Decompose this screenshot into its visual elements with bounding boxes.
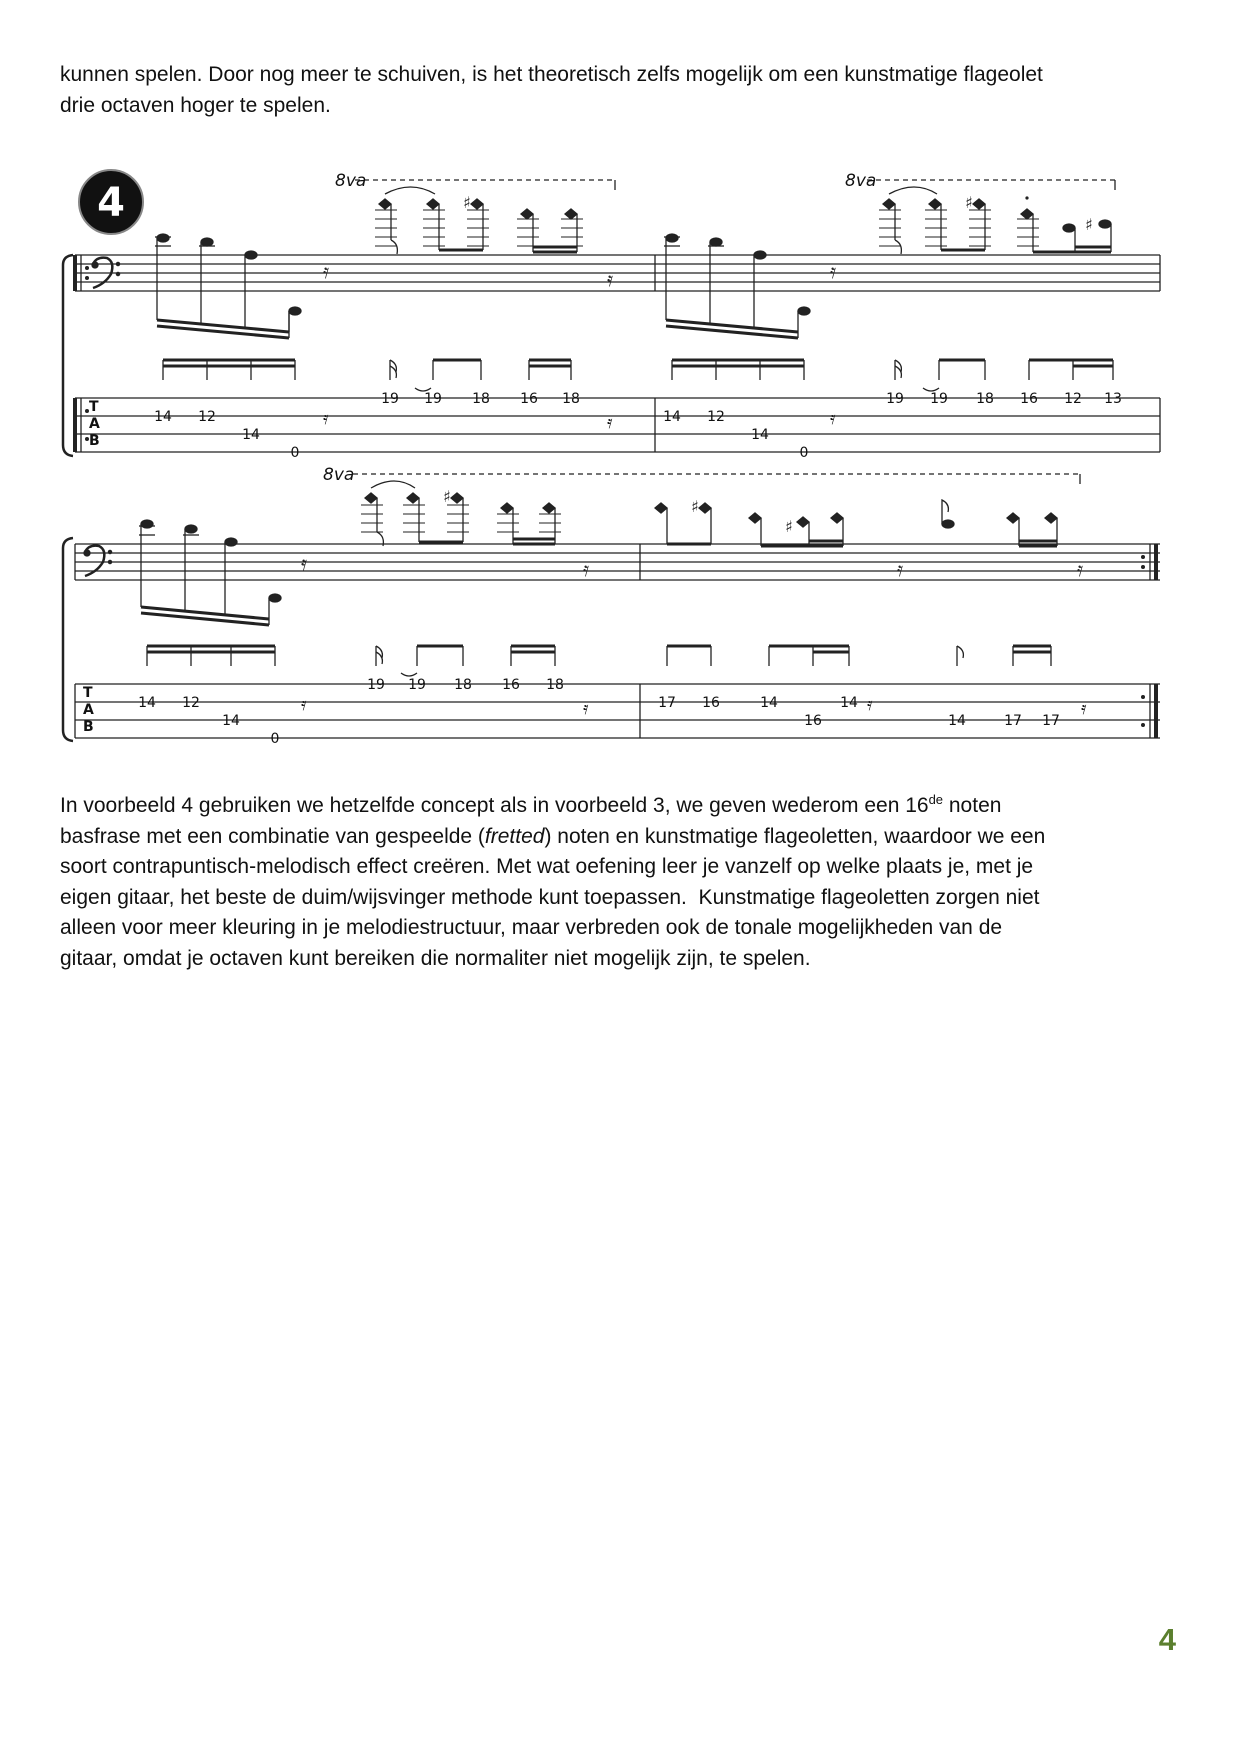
svg-text:𝄿: 𝄿 — [897, 557, 904, 581]
tab-number: 19 — [886, 391, 904, 407]
svg-text:𝄿: 𝄿 — [583, 557, 590, 581]
tab-rhythm-s1 — [163, 360, 1113, 380]
octave-mark: 8va — [845, 171, 877, 191]
body-line-2b: ) noten en kunstmatige flageoletten, waardoor we een — [544, 824, 1046, 848]
tab-rest: 𝄿 — [607, 412, 613, 433]
tab-number: 19 — [424, 391, 442, 407]
tab-number: 16 — [502, 677, 520, 693]
tab-number: 16 — [1020, 391, 1038, 407]
harmonics-s1-m1 — [379, 199, 577, 219]
svg-text:♯: ♯ — [785, 517, 793, 536]
tab-number: 16 — [702, 695, 720, 711]
tab-number: 18 — [976, 391, 994, 407]
tab-number: 14 — [138, 695, 156, 711]
svg-text:𝄿: 𝄿 — [323, 259, 330, 283]
tab-rest: 𝄿 — [830, 408, 836, 429]
system-bracket — [63, 255, 73, 456]
body-line-1b: noten — [943, 794, 1002, 817]
harmonics-s1-m2 — [883, 199, 1111, 232]
tab-number: 12 — [198, 409, 216, 425]
intro-line-2: drie octaven hoger te spelen. — [60, 93, 331, 117]
tab-number: 16 — [520, 391, 538, 407]
tab-number: 19 — [367, 677, 385, 693]
tab-rest: 𝄿 — [323, 408, 329, 429]
intro-line-1: kunnen spelen. Door nog meer te schuiven, is het theoretisch zelfs mogelijk om een kunstmatige flageolet — [60, 63, 1043, 86]
ordinal-superscript: de — [928, 792, 944, 807]
tab-number: 17 — [1004, 713, 1022, 729]
tab-numbers-s1-m2 — [663, 391, 1122, 461]
svg-text:♯: ♯ — [463, 193, 471, 212]
tab-numbers-s2-m2 — [658, 695, 1060, 729]
tab-number: 19 — [930, 391, 948, 407]
tab-number: 14 — [222, 713, 240, 729]
tab-number: 0 — [270, 731, 280, 747]
tab-number: 18 — [546, 677, 564, 693]
svg-text:𝄿: 𝄿 — [607, 267, 614, 291]
svg-text:♯: ♯ — [691, 497, 699, 516]
body-line-2a: basfrase met een combinatie van gespeelde ( — [60, 824, 485, 848]
body-line-5: alleen voor meer kleuring in je melodiestructuur, maar verbreden ook de tonale mogelijkheden van de — [60, 916, 1003, 939]
tab-letter-a: A — [89, 416, 100, 432]
tab-number: 17 — [1042, 713, 1060, 729]
tab-number: 16 — [804, 713, 822, 729]
tab-number: 0 — [799, 445, 809, 461]
tab-number: 14 — [751, 427, 769, 443]
bass-tab-example-4 — [55, 160, 1185, 750]
notes-s2-m1 — [141, 520, 281, 602]
example-badge-number: 4 — [97, 180, 125, 226]
tab-staff-2 — [75, 684, 1160, 738]
harmonics-s2-m1 — [365, 493, 555, 513]
fretted-term: fretted — [484, 824, 545, 848]
tab-number: 18 — [562, 391, 580, 407]
tab-number: 14 — [948, 713, 966, 729]
svg-text:𝄿: 𝄿 — [301, 551, 308, 575]
tab-letter-t: T — [89, 399, 99, 415]
tab-rhythm-s2 — [147, 646, 1051, 666]
tab-letter-t: T — [83, 685, 93, 701]
tab-rest: 𝄿 — [583, 698, 589, 719]
tab-number: 13 — [1104, 391, 1122, 407]
tab-number: 17 — [658, 695, 676, 711]
svg-text:𝄿: 𝄿 — [1077, 557, 1084, 581]
svg-text:𝄿: 𝄿 — [830, 259, 837, 283]
tab-number: 14 — [760, 695, 778, 711]
tab-number: 19 — [381, 391, 399, 407]
tab-rest: 𝄿 — [867, 694, 873, 715]
tab-rest: 𝄿 — [1081, 698, 1087, 719]
tab-number: 14 — [663, 409, 681, 425]
tab-number: 14 — [840, 695, 858, 711]
body-line-4: eigen gitaar, het beste de duim/wijsvinger methode kunt toepassen. Kunstmatige flageoletten zorgen niet — [60, 885, 1040, 909]
tab-number: 18 — [472, 391, 490, 407]
harmonics-s2-m2 — [655, 503, 1057, 528]
body-line-3: soort contrapuntisch-melodisch effect creëren. Met wat oefening leer je vanzelf op welke plaats je, met je — [60, 855, 1034, 878]
bass-staff-1 — [75, 255, 1160, 291]
body-line-1 — [60, 785, 1180, 822]
tab-number: 19 — [408, 677, 426, 693]
tab-number: 0 — [290, 445, 300, 461]
tab-number: 14 — [242, 427, 260, 443]
tab-number: 18 — [454, 677, 472, 693]
tab-letter-b: B — [89, 433, 100, 449]
tab-number: 12 — [707, 409, 725, 425]
tab-number: 12 — [1064, 391, 1082, 407]
body-line-6: gitaar, omdat je octaven kunt bereiken die normaliter niet mogelijk zijn, te spelen. — [60, 946, 811, 970]
svg-text:♯: ♯ — [1085, 215, 1093, 234]
notes-s1-m2 — [666, 234, 810, 315]
body-paragraph — [60, 785, 1180, 974]
system-bracket — [63, 538, 73, 741]
notes-s1-m1 — [157, 234, 301, 315]
tab-letter-a: A — [83, 702, 94, 718]
svg-text:♯: ♯ — [443, 487, 451, 506]
tab-numbers-s2-m1 — [138, 677, 564, 747]
tab-number: 14 — [154, 409, 172, 425]
tab-numbers-s1-m1 — [154, 391, 580, 461]
octave-mark: 8va — [323, 465, 355, 485]
tab-letter-b: B — [83, 719, 94, 735]
bass-staff-2 — [75, 544, 1160, 580]
page-number: 4 — [1158, 1622, 1176, 1657]
body-line-1a: In voorbeeld 4 gebruiken we hetzelfde concept als in voorbeeld 3, we geven wederom een 16 — [60, 794, 929, 817]
tab-number: 12 — [182, 695, 200, 711]
tab-rest: 𝄿 — [301, 694, 307, 715]
octave-mark: 8va — [335, 171, 367, 191]
intro-paragraph — [60, 60, 1180, 121]
svg-text:♯: ♯ — [965, 193, 973, 212]
tab-staff-1 — [75, 398, 1160, 452]
body-line-2 — [60, 822, 1180, 853]
